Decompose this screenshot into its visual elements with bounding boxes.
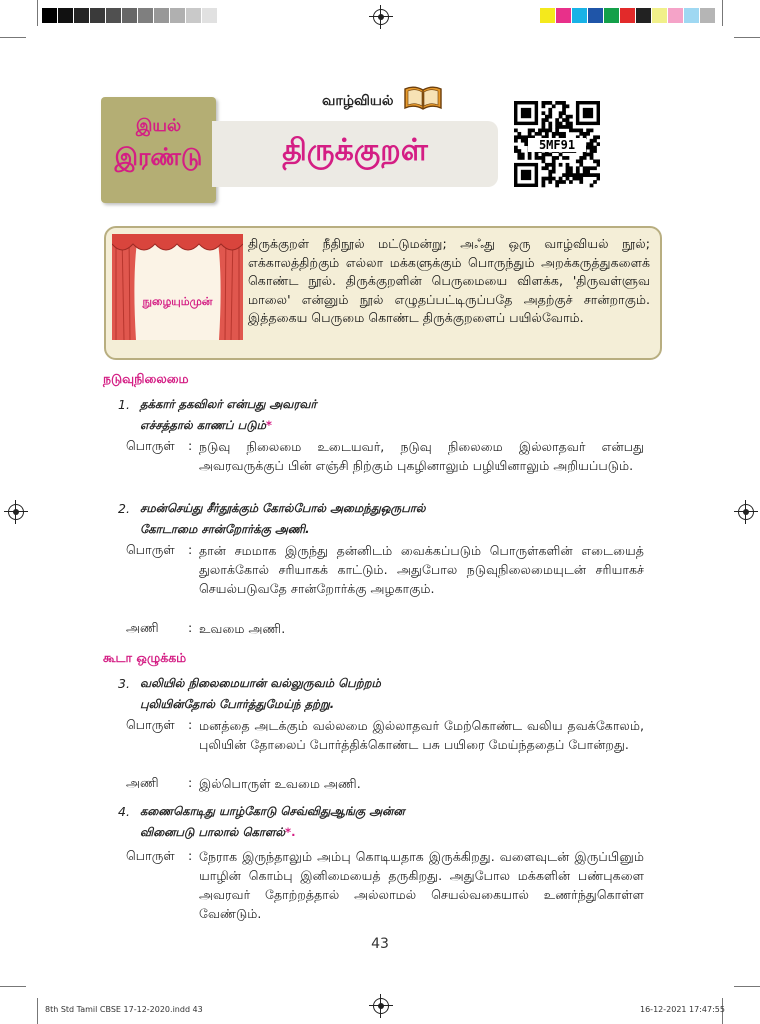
verse-number: 1. bbox=[118, 397, 130, 412]
intro-label: நுழையும்முன் bbox=[142, 295, 213, 308]
verse-line: புலியின்தோல் போர்த்துமேய்ந் தற்று. bbox=[140, 697, 335, 711]
theater-curtain-icon bbox=[112, 234, 243, 340]
verse-number: 4. bbox=[118, 804, 130, 819]
verse-number: 3. bbox=[118, 676, 130, 691]
registration-mark-icon bbox=[8, 504, 24, 520]
lesson-badge bbox=[101, 97, 216, 203]
qr-code-label: 5MF91 bbox=[528, 138, 586, 152]
figure-label: அணி bbox=[126, 620, 159, 635]
registration-mark-icon bbox=[738, 504, 754, 520]
label-colon: : bbox=[188, 542, 193, 557]
lesson-label-line1: இயல் bbox=[135, 116, 182, 136]
registration-mark-icon bbox=[373, 998, 389, 1014]
verse-meaning: தான் சமமாக இருந்து தன்னிடம் வைக்கப்படும் பொருள்களின் எடையைத் துலாக்கோல் சரியாகக் காட்டும். அதுபோல நடுவுநிலைமையுடன் சரியாகச் செயல்படுவதே சான்றோர்க்கு அழகாகும். bbox=[199, 543, 644, 596]
verse-figure: உவமை அணி. bbox=[199, 621, 286, 636]
meaning-label: பொருள் bbox=[126, 717, 175, 732]
verse-figure: இல்பொருள் உவமை அணி. bbox=[199, 776, 361, 791]
label-colon: : bbox=[188, 848, 193, 863]
verse-meaning: மனத்தை அடக்கும் வல்லமை இல்லாதவர் மேற்கொண்ட வலிய தவக்கோலம், புலியின் தோலைப் போர்த்திக்கொண்ட பசு பயிரை மேய்ந்ததைப் போன்றது. bbox=[199, 718, 644, 752]
book-icon bbox=[403, 85, 443, 111]
meaning-label: பொருள் bbox=[126, 848, 175, 863]
registration-mark-icon bbox=[373, 9, 389, 25]
footer-timestamp: 16-12-2021 17:47:55 bbox=[640, 1005, 725, 1014]
verse-line: சமன்செய்து சீர்தூக்கும் கோல்போல் அமைந்துஒருபால் bbox=[140, 501, 426, 515]
verse-meaning: நேராக இருந்தாலும் அம்பு கொடியதாக இருக்கிறது. வளைவுடன் இருப்பினும் யாழின் கொம்பு இனிமையைத் தருகிறது. அதுபோல மக்களின் பண்புகளை அவரவர் தோற்றத்தால் அல்லாமல் செயல்வகையால் உணர்ந்துகொள்ள வேண்டும். bbox=[199, 849, 644, 921]
verse-line: தக்கார் தகவிலர் என்பது அவரவர் bbox=[140, 397, 317, 411]
intro-text: திருக்குறள் நீதிநூல் மட்டுமன்று; அஃது ஒரு வாழ்வியல் நூல்; எக்காலத்திற்கும் எல்லா மக்களுக்கும் பொருந்தும் அறக்கருத்துகளைக் கொண்ட நூல். திருக்குறளின் பெருமையை விளக்க, 'திருவள்ளுவ மாலை' என்னும் நூல் எழுதப்பட்டிருப்பதே அதற்குச் சான்றாகும். இத்தகைய பெருமை கொண்ட திருக்குறளைப் பயில்வோம். bbox=[248, 236, 650, 326]
figure-label: அணி bbox=[126, 775, 159, 790]
page-number: 43 bbox=[371, 936, 389, 952]
verse-line-with-note bbox=[140, 418, 272, 434]
page-title: திருக்குறள் bbox=[282, 133, 428, 168]
footnote-star: * bbox=[265, 418, 272, 432]
verse-meaning: நடுவு நிலைமை உடையவர், நடுவு நிலைமை இல்லாதவர் என்பது அவரவருக்குப் பின் எஞ்சி நிற்கும் புகழினாலும் பழியினாலும் அறியப்படும். bbox=[199, 439, 644, 473]
meaning-label: பொருள் bbox=[126, 542, 175, 557]
footnote-star: *. bbox=[285, 825, 296, 839]
title-banner bbox=[212, 121, 498, 187]
label-colon: : bbox=[188, 620, 193, 635]
verse-number: 2. bbox=[118, 501, 130, 516]
label-colon: : bbox=[188, 717, 193, 732]
section-title: கூடா ஒழுக்கம் bbox=[103, 650, 187, 665]
verse-line-with-note bbox=[140, 825, 296, 841]
verse-line: கணைகொடிது யாழ்கோடு செவ்விதுஆங்கு அன்ன bbox=[140, 804, 405, 818]
verse-line: வலியில் நிலைமையான் வல்லுருவம் பெற்றம் bbox=[140, 676, 381, 690]
section-title: நடுவுநிலைமை bbox=[103, 371, 189, 386]
lesson-label-line2: இரண்டு bbox=[114, 143, 203, 171]
verse-line: வினைபடு பாலால் கொளல் bbox=[140, 825, 286, 839]
genre-label: வாழ்வியல் bbox=[322, 93, 394, 109]
footer-file-name: 8th Std Tamil CBSE 17-12-2020.indd 43 bbox=[45, 1005, 203, 1014]
verse-line: கோடாமை சான்றோர்க்கு அணி. bbox=[140, 522, 310, 536]
meaning-label: பொருள் bbox=[126, 438, 175, 453]
label-colon: : bbox=[188, 438, 193, 453]
label-colon: : bbox=[188, 775, 193, 790]
verse-line: எச்சத்தால் காணப் படும் bbox=[140, 418, 266, 432]
qr-code bbox=[514, 101, 600, 189]
